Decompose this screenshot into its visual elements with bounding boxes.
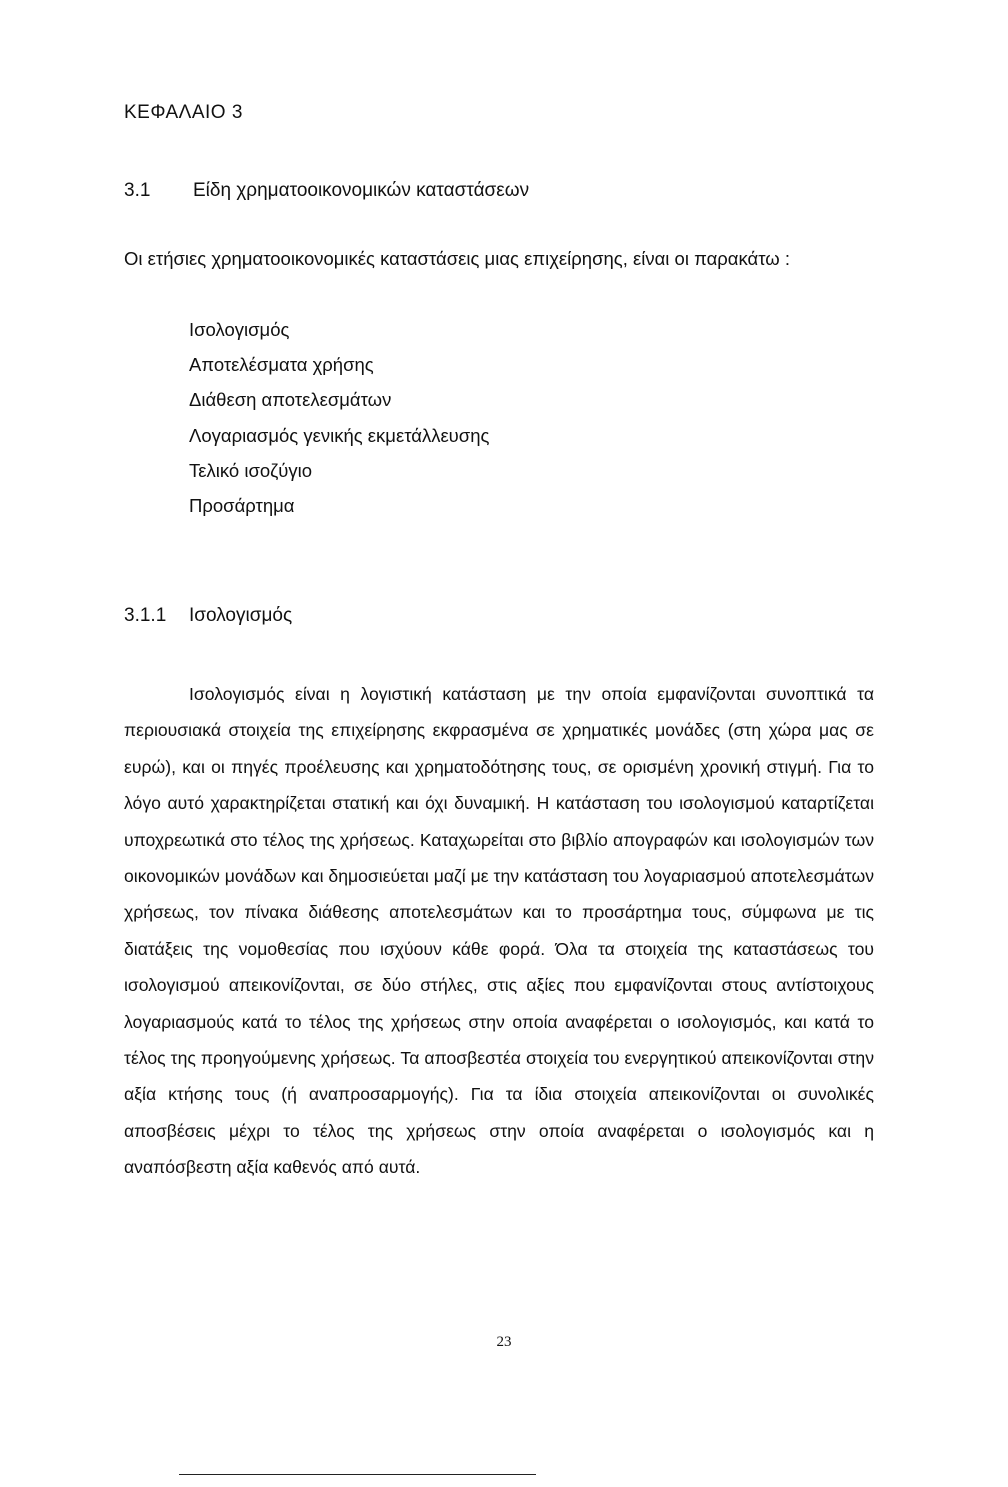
list-item: Τελικό ισοζύγιο <box>189 459 313 481</box>
subsection-title: Ισολογισμός <box>189 605 293 626</box>
list-item: Λογαριασμός γενικής εκμετάλλευσης <box>189 424 490 446</box>
section-number: 3.1 <box>124 180 151 201</box>
footer-rule <box>179 1474 536 1475</box>
list-item: Διάθεση αποτελεσμάτων <box>189 389 392 411</box>
statements-list <box>189 312 489 523</box>
list-item: Προσάρτημα <box>189 495 295 517</box>
chapter-heading: ΚΕΦΑΛΑΙΟ 3 <box>124 102 243 123</box>
body-paragraph: Ισολογισμός είναι η λογιστική κατάσταση με την οποία εμφανίζονται συνοπτικά τα περιουσιακά στοιχεία της επιχείρησης εκφρασμένα σε χρηματικές μονάδες (στη χώρα μας σε ευρώ), και οι πηγές προέλευσης και χρηματοδότησης τους, σε ορισμένη χρονική στιγμή. Για το λόγο αυτό χαρακτηρίζεται στατική και όχι δυναμική. Η κατάσταση του ισολογισμού καταρτίζεται υποχρεωτικά στο τέλος της χρήσεως. Καταχωρείται στο βιβλίο απογραφών και ισολογισμών των οικονομικών μονάδων και δημοσιεύεται μαζί με την κατάσταση του λογαριασμού αποτελεσμάτων χρήσεως, τον πίνακα διάθεσης αποτελεσμάτων και το προσάρτημα τους, σύμφωνα με τις διατάξεις της νομοθεσίας που ισχύουν κάθε φορά. Όλα τα στοιχεία της καταστάσεως του ισολογισμού απεικονίζονται, σε δύο στήλες, στις αξίες που εμφανίζονται στους αντίστοιχους λογαριασμούς κατά το τέλος της χρήσεως στην οποία αναφέρεται ο ισολογισμός, και κατά το τέλος της προηγούμενης χρήσεως. Τα αποσβεστέα στοιχεία του ενεργητικού απεικονίζονται στην αξία κτήσης τους (ή αναπροσαρμογής). Για τα ίδια στοιχεία απεικονίζονται οι συνολικές αποσβέσεις μέχρι το τέλος της χρήσεως στην οποία αναφέρεται ο ισολογισμός και η αναπόσβεστη αξία καθενός από αυτά. <box>124 684 874 1178</box>
section-title: Είδη χρηματοοικονομικών καταστάσεων <box>193 180 530 201</box>
list-item: Αποτελέσματα χρήσης <box>189 354 374 376</box>
list-item: Ισολογισμός <box>189 319 290 340</box>
subsection-number: 3.1.1 <box>124 605 167 626</box>
intro-paragraph: Οι ετήσιες χρηματοοικονομικές καταστάσεις μιας επιχείρησης, είναι οι παρακάτω : <box>124 248 790 269</box>
page-number: 23 <box>496 1334 512 1350</box>
